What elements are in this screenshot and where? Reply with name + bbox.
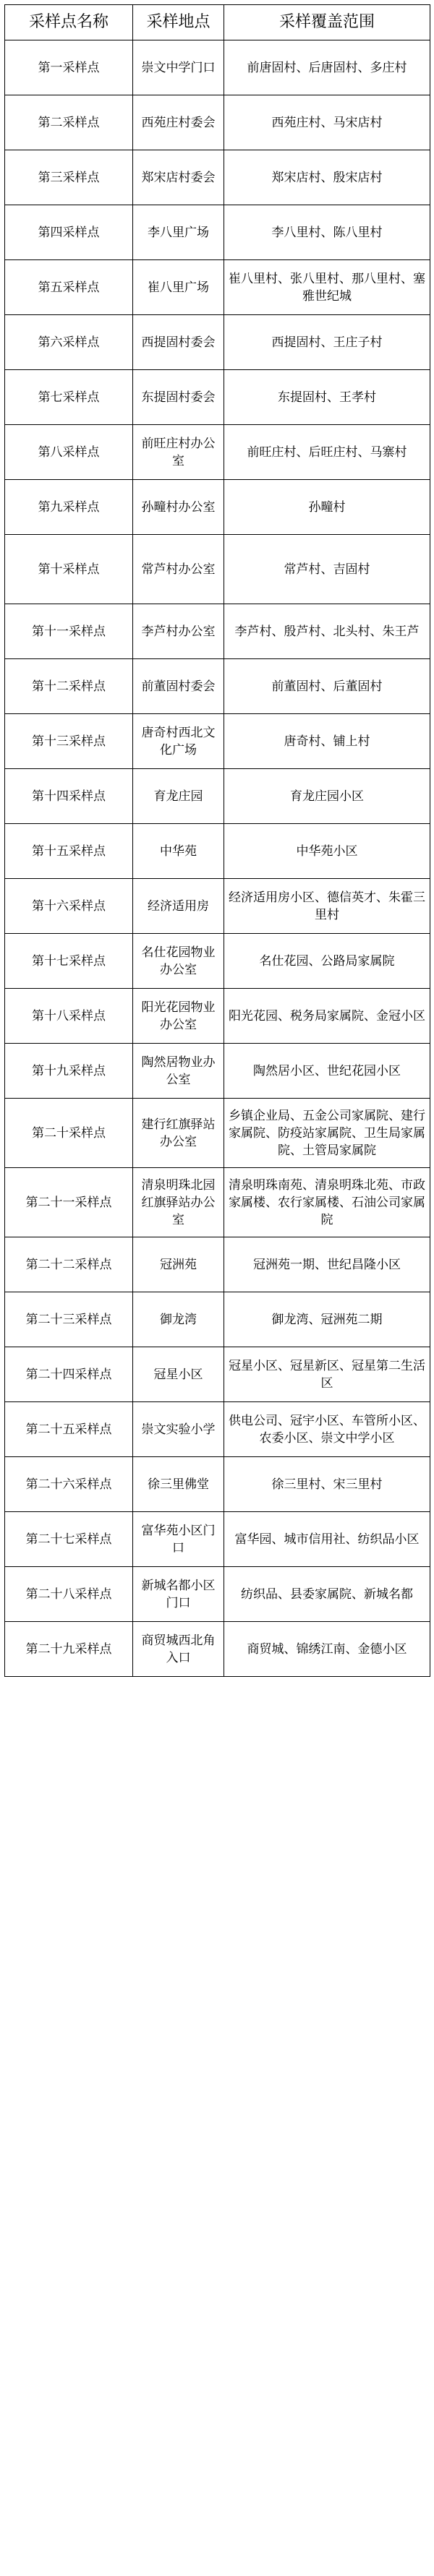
coverage-cell: 前旺庄村、后旺庄村、马寨村 — [224, 425, 430, 480]
coverage-cell: 李芦村、殷芦村、北头村、朱王芦 — [224, 604, 430, 659]
location-cell: 徐三里佛堂 — [133, 1457, 224, 1512]
table-row — [5, 1168, 430, 1237]
point-name-cell: 第二十采样点 — [5, 1099, 133, 1168]
table-row — [5, 370, 430, 425]
coverage-cell: 富华园、城市信用社、纺织品小区 — [224, 1512, 430, 1567]
table-row — [5, 604, 430, 659]
point-name-cell: 第十九采样点 — [5, 1044, 133, 1099]
location-cell: 李八里广场 — [133, 205, 224, 260]
table-row — [5, 260, 430, 315]
table-row — [5, 1044, 430, 1099]
coverage-cell: 纺织品、县委家属院、新城名都 — [224, 1567, 430, 1622]
table-row — [5, 714, 430, 769]
point-name-cell: 第二十九采样点 — [5, 1622, 133, 1677]
coverage-cell: 中华苑小区 — [224, 824, 430, 879]
table-row — [5, 1457, 430, 1512]
sampling-points-document — [4, 4, 430, 1677]
coverage-cell: 商贸城、锦绣江南、金德小区 — [224, 1622, 430, 1677]
table-row — [5, 1567, 430, 1622]
coverage-cell: 东提固村、王孝村 — [224, 370, 430, 425]
point-name-cell: 第五采样点 — [5, 260, 133, 315]
location-cell: 前旺庄村办公室 — [133, 425, 224, 480]
coverage-cell: 崔八里村、张八里村、那八里村、塞雅世纪城 — [224, 260, 430, 315]
coverage-cell: 陶然居小区、世纪花园小区 — [224, 1044, 430, 1099]
table-row — [5, 769, 430, 824]
location-cell: 孙疃村办公室 — [133, 480, 224, 535]
point-name-cell: 第二十二采样点 — [5, 1237, 133, 1292]
location-cell: 陶然居物业办公室 — [133, 1044, 224, 1099]
point-name-cell: 第十八采样点 — [5, 989, 133, 1044]
table-row — [5, 934, 430, 989]
location-cell: 名仕花园物业办公室 — [133, 934, 224, 989]
table-row — [5, 425, 430, 480]
table-row — [5, 1512, 430, 1567]
location-cell: 西苑庄村委会 — [133, 95, 224, 150]
location-cell: 郑宋店村委会 — [133, 150, 224, 205]
header-point-name: 采样点名称 — [5, 5, 133, 40]
point-name-cell: 第四采样点 — [5, 205, 133, 260]
point-name-cell: 第十一采样点 — [5, 604, 133, 659]
header-coverage: 采样覆盖范围 — [224, 5, 430, 40]
coverage-cell: 西提固村、王庄子村 — [224, 315, 430, 370]
location-cell: 富华苑小区门口 — [133, 1512, 224, 1567]
location-cell: 前董固村委会 — [133, 659, 224, 714]
coverage-cell: 经济适用房小区、德信英才、朱霍三里村 — [224, 879, 430, 934]
point-name-cell: 第六采样点 — [5, 315, 133, 370]
table-row — [5, 1347, 430, 1402]
location-cell: 东提固村委会 — [133, 370, 224, 425]
table-row — [5, 95, 430, 150]
coverage-cell: 徐三里村、宋三里村 — [224, 1457, 430, 1512]
coverage-cell: 育龙庄园小区 — [224, 769, 430, 824]
location-cell: 阳光花园物业办公室 — [133, 989, 224, 1044]
point-name-cell: 第十五采样点 — [5, 824, 133, 879]
location-cell: 建行红旗驿站办公室 — [133, 1099, 224, 1168]
coverage-cell: 供电公司、冠宇小区、车管所小区、农委小区、崇文中学小区 — [224, 1402, 430, 1457]
table-row — [5, 150, 430, 205]
point-name-cell: 第八采样点 — [5, 425, 133, 480]
point-name-cell: 第一采样点 — [5, 40, 133, 95]
location-cell: 崇文中学门口 — [133, 40, 224, 95]
coverage-cell: 唐奇村、铺上村 — [224, 714, 430, 769]
coverage-cell: 乡镇企业局、五金公司家属院、建行家属院、防疫站家属院、卫生局家属院、土管局家属院 — [224, 1099, 430, 1168]
coverage-cell: 常芦村、吉固村 — [224, 535, 430, 604]
location-cell: 崇文实验小学 — [133, 1402, 224, 1457]
coverage-cell: 郑宋店村、殷宋店村 — [224, 150, 430, 205]
header-row — [5, 5, 430, 40]
point-name-cell: 第二十一采样点 — [5, 1168, 133, 1237]
table-row — [5, 480, 430, 535]
point-name-cell: 第二十八采样点 — [5, 1567, 133, 1622]
location-cell: 商贸城西北角入口 — [133, 1622, 224, 1677]
point-name-cell: 第二十五采样点 — [5, 1402, 133, 1457]
location-cell: 经济适用房 — [133, 879, 224, 934]
table-row — [5, 824, 430, 879]
location-cell: 崔八里广场 — [133, 260, 224, 315]
table-row — [5, 1099, 430, 1168]
point-name-cell: 第九采样点 — [5, 480, 133, 535]
table-row — [5, 1237, 430, 1292]
coverage-cell: 前董固村、后董固村 — [224, 659, 430, 714]
location-cell: 冠星小区 — [133, 1347, 224, 1402]
table-row — [5, 535, 430, 604]
table-row — [5, 205, 430, 260]
location-cell: 李芦村办公室 — [133, 604, 224, 659]
location-cell: 御龙湾 — [133, 1292, 224, 1347]
coverage-cell: 李八里村、陈八里村 — [224, 205, 430, 260]
table-row — [5, 1622, 430, 1677]
location-cell: 清泉明珠北园红旗驿站办公室 — [133, 1168, 224, 1237]
location-cell: 冠洲苑 — [133, 1237, 224, 1292]
point-name-cell: 第十二采样点 — [5, 659, 133, 714]
location-cell: 常芦村办公室 — [133, 535, 224, 604]
location-cell: 唐奇村西北文化广场 — [133, 714, 224, 769]
location-cell: 中华苑 — [133, 824, 224, 879]
location-cell: 西提固村委会 — [133, 315, 224, 370]
coverage-cell: 西苑庄村、马宋店村 — [224, 95, 430, 150]
table-row — [5, 989, 430, 1044]
table-row — [5, 40, 430, 95]
table-row — [5, 1402, 430, 1457]
point-name-cell: 第十七采样点 — [5, 934, 133, 989]
point-name-cell: 第十六采样点 — [5, 879, 133, 934]
coverage-cell: 阳光花园、税务局家属院、金冠小区 — [224, 989, 430, 1044]
point-name-cell: 第二十三采样点 — [5, 1292, 133, 1347]
coverage-cell: 冠星小区、冠星新区、冠星第二生活区 — [224, 1347, 430, 1402]
point-name-cell: 第十四采样点 — [5, 769, 133, 824]
sampling-points-table — [4, 4, 430, 1677]
coverage-cell: 冠洲苑一期、世纪昌隆小区 — [224, 1237, 430, 1292]
point-name-cell: 第二采样点 — [5, 95, 133, 150]
header-location: 采样地点 — [133, 5, 224, 40]
coverage-cell: 前唐固村、后唐固村、多庄村 — [224, 40, 430, 95]
location-cell: 新城名都小区门口 — [133, 1567, 224, 1622]
location-cell: 育龙庄园 — [133, 769, 224, 824]
table-row — [5, 659, 430, 714]
point-name-cell: 第二十四采样点 — [5, 1347, 133, 1402]
point-name-cell: 第十三采样点 — [5, 714, 133, 769]
coverage-cell: 名仕花园、公路局家属院 — [224, 934, 430, 989]
table-row — [5, 315, 430, 370]
point-name-cell: 第二十六采样点 — [5, 1457, 133, 1512]
point-name-cell: 第三采样点 — [5, 150, 133, 205]
coverage-cell: 孙疃村 — [224, 480, 430, 535]
table-row — [5, 879, 430, 934]
coverage-cell: 御龙湾、冠洲苑二期 — [224, 1292, 430, 1347]
coverage-cell: 清泉明珠南苑、清泉明珠北苑、市政家属楼、农行家属楼、石油公司家属院 — [224, 1168, 430, 1237]
table-row — [5, 1292, 430, 1347]
point-name-cell: 第二十七采样点 — [5, 1512, 133, 1567]
point-name-cell: 第十采样点 — [5, 535, 133, 604]
point-name-cell: 第七采样点 — [5, 370, 133, 425]
